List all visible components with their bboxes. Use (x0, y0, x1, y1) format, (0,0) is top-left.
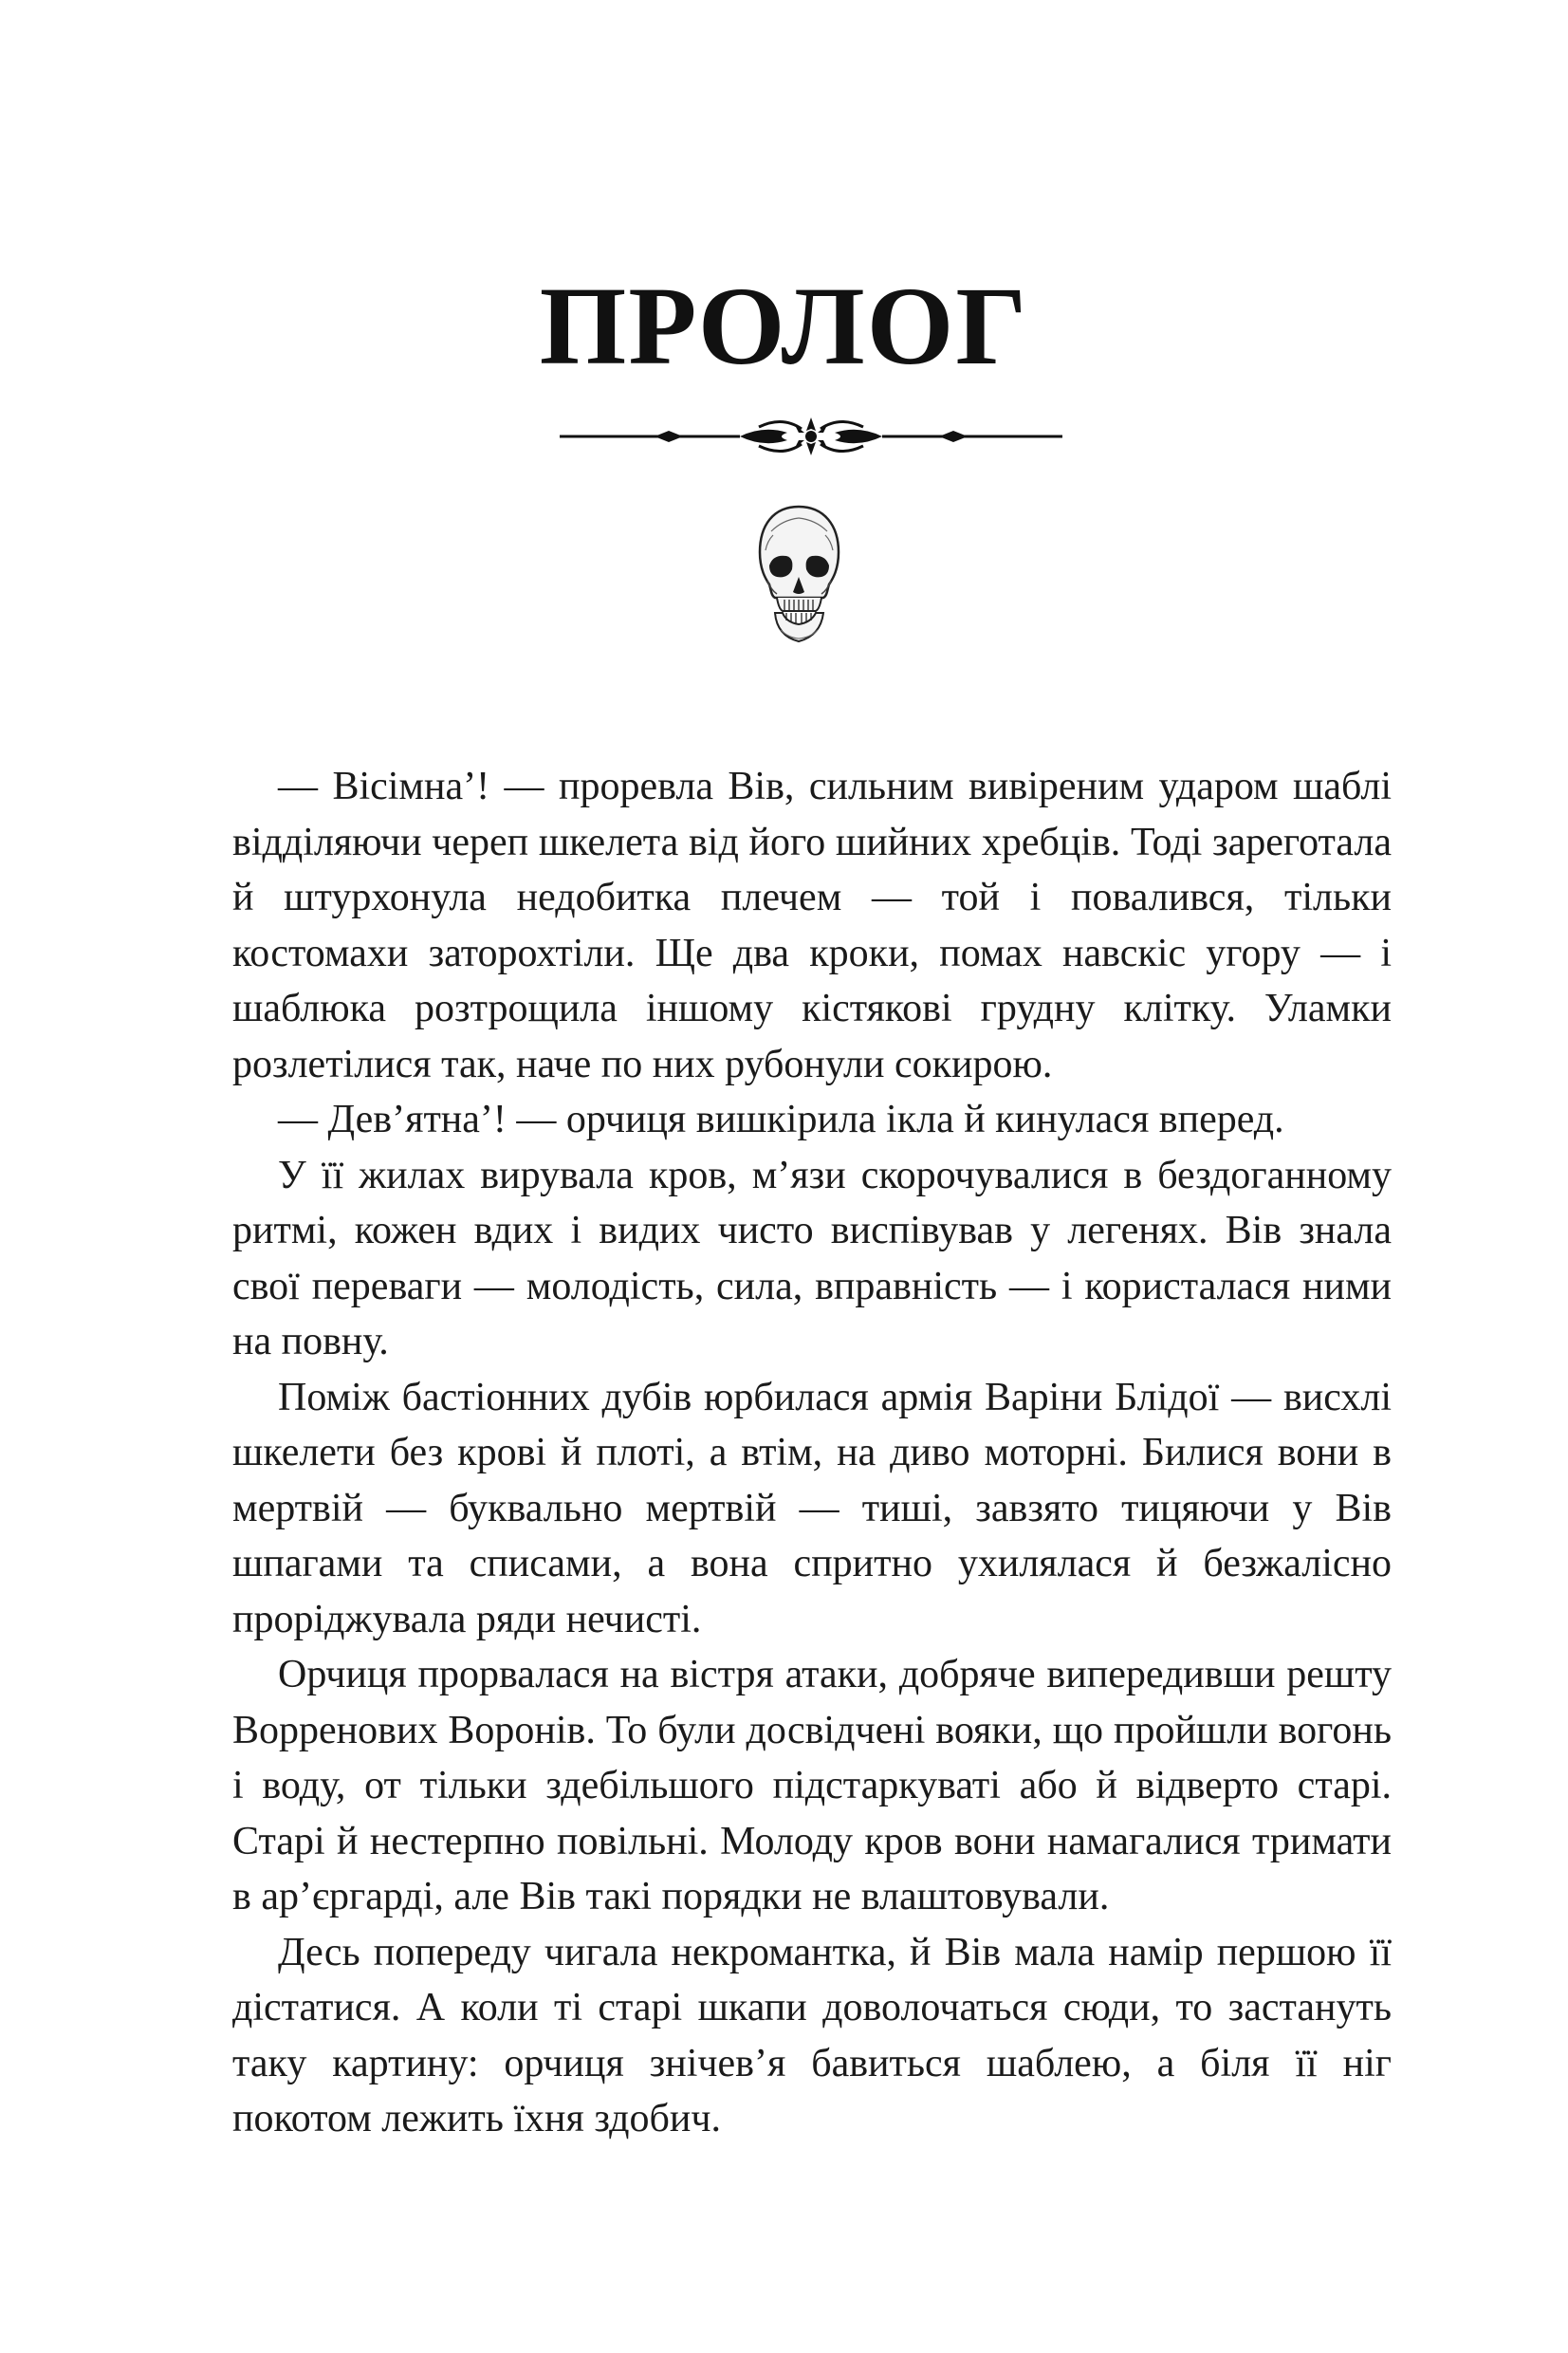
paragraph: Поміж бастіонних дубів юрбилася армія Варіни Блідої — висхлі шкелети без крові й плоті, а втім, на диво моторні. Билися вони в мертвій — буквально мертвій — тиші, завзято тицяючи у Вів шпагами та списами, а вона спритно ухилялася й безжалісно проріджувала ряди нечисті. (232, 1375, 1392, 1641)
prologue-text (232, 759, 1392, 2147)
paragraph: Орчиця прорвалася на вістря атаки, добряче випередивши решту Ворренових Воронів. То були досвідчені вояки, що пройшли вогонь і воду, от тільки здебільшого підстаркуваті або й відверто старі. Старі й нестерпно повільні. Молоду кров вони намагалися тримати в ар’єргарді, але Вів такі порядки не влаштовували. (232, 1653, 1392, 1918)
chapter-title: ПРОЛОГ (539, 264, 1029, 388)
paragraph: Десь попереду чигала некромантка, й Вів мала намір першою її дістатися. А коли ті старі шкапи доволочаться сюди, то застануть таку картину: орчиця знічев’я бавиться шаблею, а біля її ніг покотом лежить їхня здобич. (232, 1930, 1392, 2140)
paragraph: — Вісімна’! — проревла Вів, сильним вивіреним ударом шаблі відділяючи череп шкелета від його шийних хребців. Тоді зареготала й штурхонула недобитка плечем — той і повалився, тільки костомахи заторохтіли. Ще два кроки, помах навскіс угору — і шаблюка розтрощила іншому кістякові грудну клітку. Уламки розлетілися так, наче по них рубонули сокирою. (232, 765, 1392, 1086)
paragraph: — Дев’ятна’! — орчиця вишкірила ікла й кинулася вперед. (278, 1098, 1284, 1141)
skull-icon (754, 503, 844, 645)
paragraph: У її жилах вирувала кров, м’язи скорочувалися в бездоганному ритмі, кожен вдих і видих чисто виспівував у легенях. Вів знала свої переваги — молодість, сила, вправність — і користалася ними на повну. (232, 1153, 1392, 1363)
decorative-divider-icon (560, 408, 1062, 465)
